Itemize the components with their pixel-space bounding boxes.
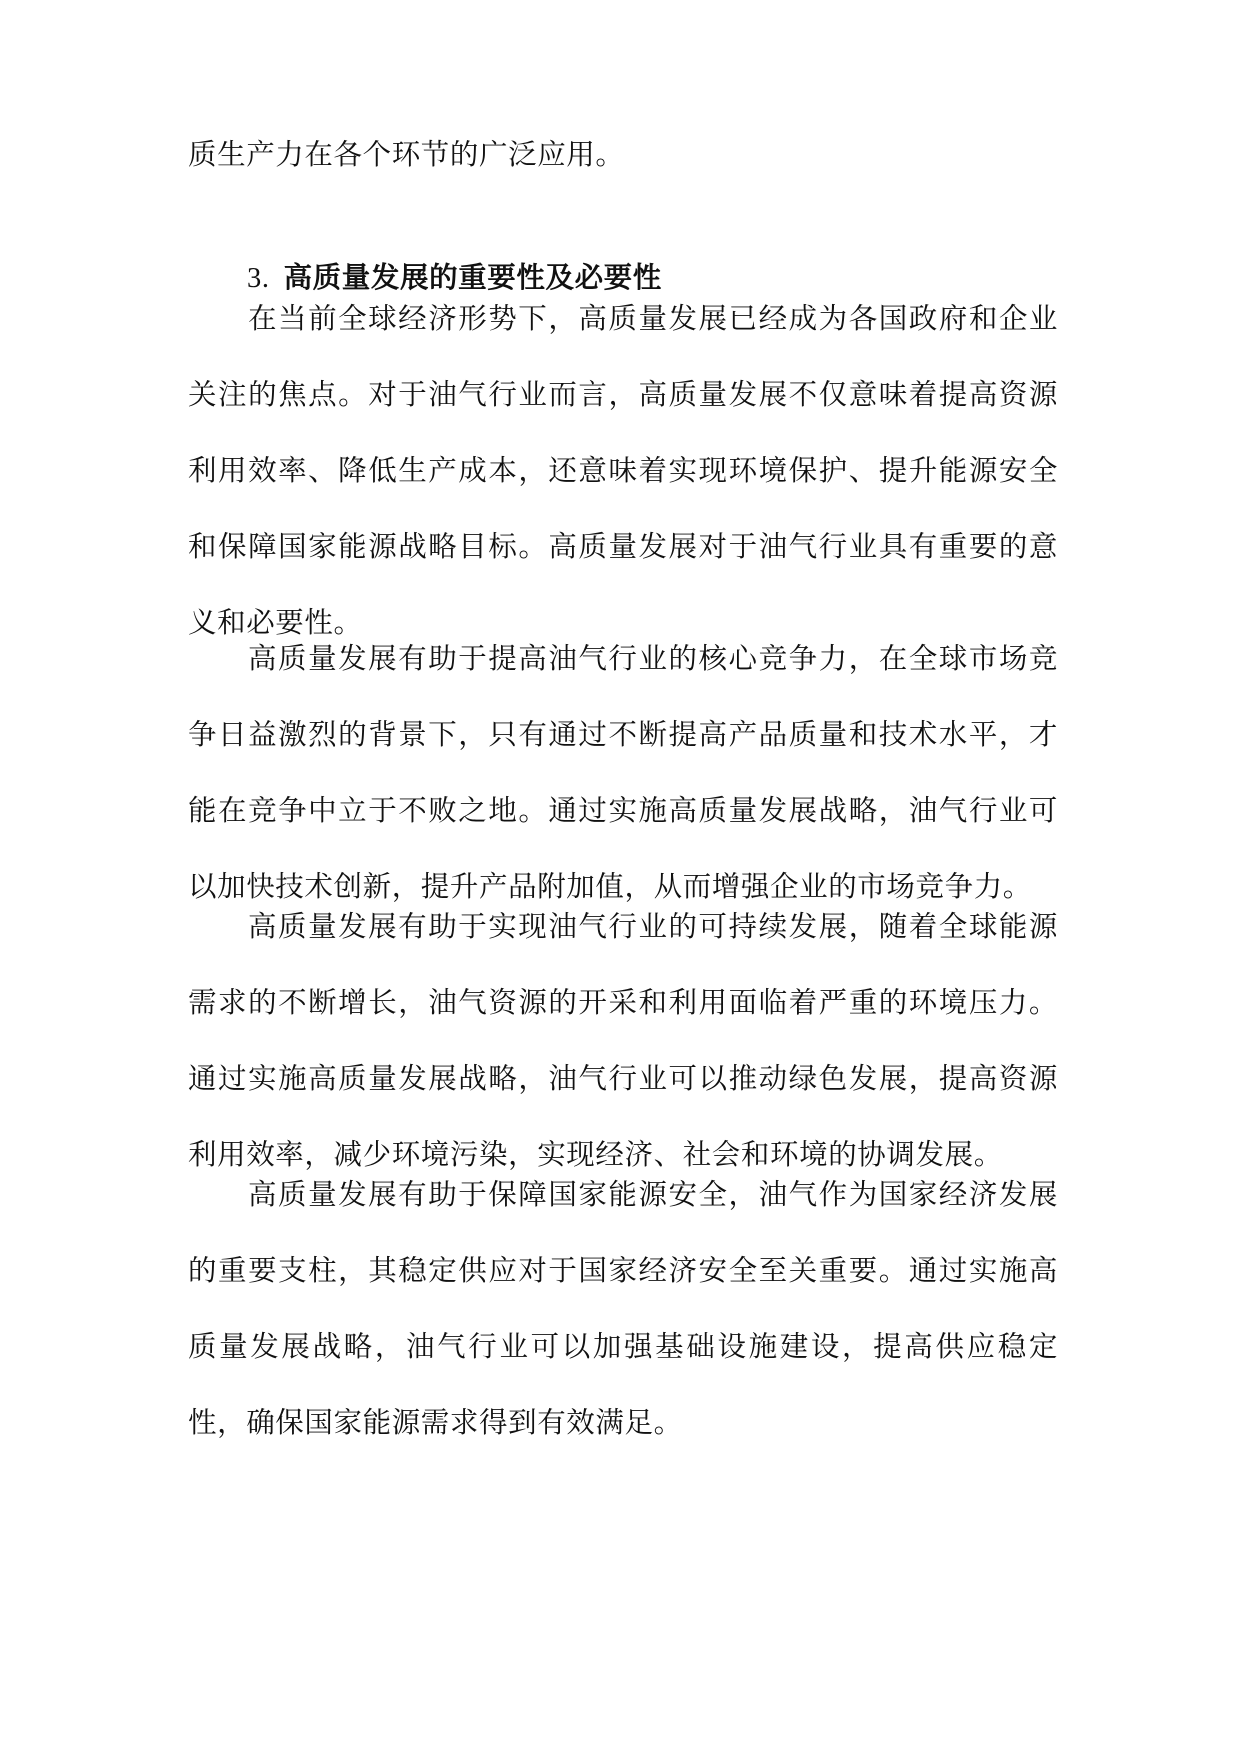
paragraph-4: 高质量发展有助于保障国家能源安全，油气作为国家经济发展的重要支柱，其稳定供应对于国家经济安全至关重要。通过实施高质量发展战略，油气行业可以加强基础设施建设，提高供应稳定性，确保国家能源需求得到有效满足。	[188, 1178, 1058, 1439]
paragraph-2: 高质量发展有助于提高油气行业的核心竞争力，在全球市场竞争日益激烈的背景下，只有通过不断提高产品质量和技术水平，才能在竞争中立于不败之地。通过实施高质量发展战略，油气行业可以加快技术创新，提升产品附加值，从而增强企业的市场竞争力。	[188, 642, 1058, 903]
section-title: 高质量发展的重要性及必要性	[283, 261, 662, 294]
paragraph-3: 高质量发展有助于实现油气行业的可持续发展，随着全球能源需求的不断增长，油气资源的开采和利用面临着严重的环境压力。通过实施高质量发展战略，油气行业可以推动绿色发展，提高资源利用效率，减少环境污染，实现经济、社会和环境的协调发展。	[188, 910, 1058, 1171]
section-number: 3.	[247, 263, 270, 294]
continuation-text: 质生产力在各个环节的广泛应用。	[188, 138, 625, 171]
paragraph-1: 在当前全球经济形势下，高质量发展已经成为各国政府和企业关注的焦点。对于油气行业而言，高质量发展不仅意味着提高资源利用效率、降低生产成本，还意味着实现环境保护、提升能源安全和保障国家能源战略目标。高质量发展对于油气行业具有重要的意义和必要性。	[188, 302, 1058, 639]
